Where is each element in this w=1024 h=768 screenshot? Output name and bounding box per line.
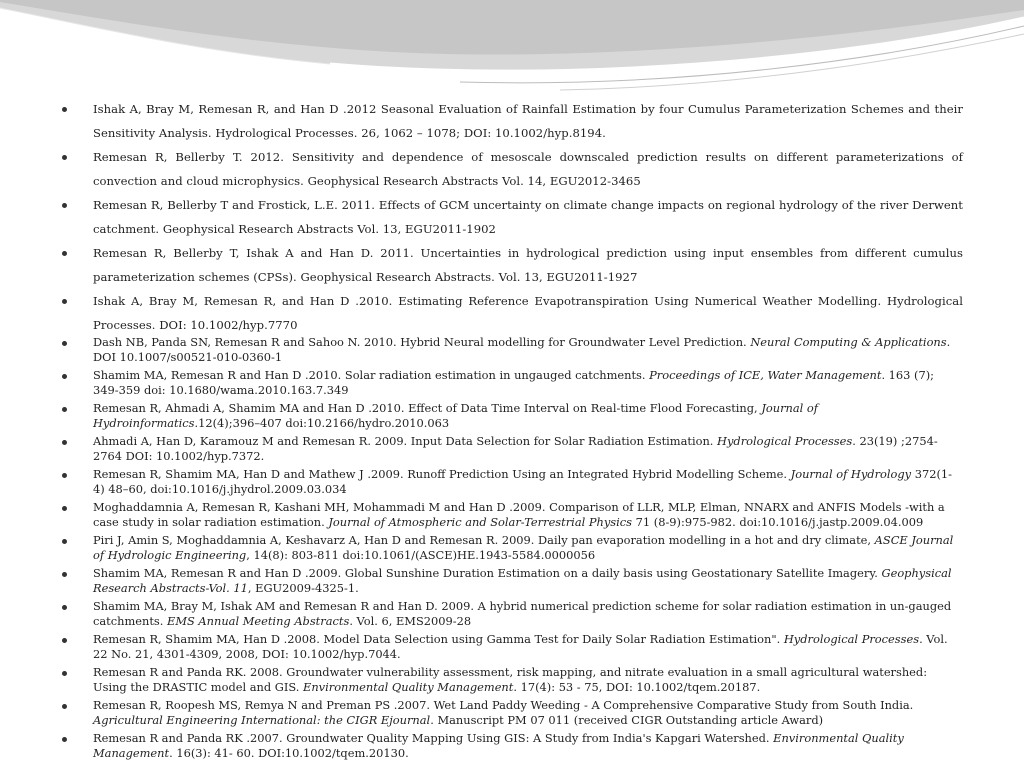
reference-authors-title: Remesan R, Shamim MA, Han D and Mathew J .2009. Runoff Prediction Using an Integrated Hybrid Modelling Scheme.	[93, 467, 791, 481]
reference-authors-title: Remesan R, Roopesh MS, Remya N and Preman PS .2007. Wet Land Paddy Weeding - A Comprehensive Comparative Study from South India.	[93, 698, 914, 712]
reference-source: Neural Computing & Applications	[750, 335, 947, 349]
reference-authors-title: Shamim MA, Remesan R and Han D .2010. Solar radiation estimation in ungauged catchments.	[93, 368, 650, 382]
reference-item	[62, 566, 963, 596]
reference-source: Environmental Quality Management	[303, 680, 514, 694]
reference-item	[62, 599, 963, 629]
reference-source: Environmental Quality Management	[93, 731, 904, 760]
reference-item	[62, 665, 963, 695]
reference-text: Ishak A, Bray M, Remesan R, and Han D .2012 Seasonal Evaluation of Rainfall Estimation by four Cumulus Parameterization Schemes and their Sensitivity Analysis. Hydrological Processes. 26, 1062 – 1078; DOI: 10.1002/hyp.8194.	[93, 102, 963, 140]
reference-details: , 14(8): 803-811 doi:10.1061/(ASCE)HE.1943-5584.0000056	[246, 548, 596, 562]
reference-source: Hydrological Processes	[783, 632, 920, 646]
reference-item	[62, 500, 963, 530]
reference-source: Geophysical Research Abstracts-Vol. 11	[93, 566, 952, 595]
reference-item	[62, 632, 963, 662]
reference-item	[62, 698, 963, 728]
reference-item	[62, 145, 963, 193]
reference-text: Remesan R, Bellerby T and Frostick, L.E. 2011. Effects of GCM uncertainty on climate change impacts on regional hydrology of the river Derwent catchment. Geophysical Research Abstracts Vol. 13, EGU2011-1902	[93, 198, 963, 236]
reference-item	[62, 335, 963, 365]
reference-item	[62, 401, 963, 431]
reference-item	[62, 97, 963, 145]
reference-details: 71 (8-9):975-982. doi:10.1016/j.jastp.2009.04.009	[632, 515, 924, 529]
reference-item	[62, 467, 963, 497]
reference-details: . 16(3): 41- 60. DOI:10.1002/tqem.20130.	[169, 746, 409, 760]
reference-source: Proceedings of ICE, Water Management	[649, 368, 882, 382]
reference-details: . DOI 10.1007/s00521-010-0360-1	[93, 335, 951, 364]
reference-details: . Manuscript PM 07 011 (received CIGR Outstanding article Award)	[430, 713, 824, 727]
reference-text: Remesan R, Bellerby T, Ishak A and Han D. 2011. Uncertainties in hydrological prediction using input ensembles from different cumulus parameterization schemes (CPSs). Geophysical Research Abstracts. Vol. 13, EGU2011-1927	[93, 246, 963, 284]
reference-source: EMS Annual Meeting Abstracts	[167, 614, 350, 628]
reference-source: Agricultural Engineering International: the CIGR Ejournal	[93, 713, 431, 727]
reference-item	[62, 434, 963, 464]
reference-authors-title: Remesan R and Panda RK .2007. Groundwater Quality Mapping Using GIS: A Study from India's Kapgari Watershed.	[93, 731, 774, 745]
reference-source: Hydrological Processes	[717, 434, 853, 448]
reference-details: . Vol. 6, EMS2009-28	[349, 614, 472, 628]
reference-details: , EGU2009-4325-1.	[247, 581, 359, 595]
reference-authors-title: Moghaddamnia A, Remesan R, Kashani MH, Mohammadi M and Han D .2009. Comparison of LLR, MLP, Elman, NNARX and ANFIS Models -with a case study in solar radiation estimation.	[93, 500, 945, 529]
reference-authors-title: Remesan R and Panda RK. 2008. Groundwater vulnerability assessment, risk mapping, and nitrate evaluation in a small agricultural watershed: Using the DRASTIC model and GIS.	[93, 665, 928, 694]
reference-list-secondary	[62, 335, 963, 764]
reference-item	[62, 193, 963, 241]
reference-source: Journal of Hydrology	[790, 467, 912, 481]
reference-source: ASCE Journal of Hydrologic Engineering	[93, 533, 954, 562]
reference-details: . Vol. 22 No. 21, 4301-4309, 2008, DOI: 10.1002/hyp.7044.	[93, 632, 948, 661]
reference-authors-title: Piri J, Amin S, Moghaddamnia A, Keshavarz A, Han D and Remesan R. 2009. Daily pan evaporation modelling in a hot and dry climate,	[93, 533, 875, 547]
reference-authors-title: Remesan R, Ahmadi A, Shamim MA and Han D .2010. Effect of Data Time Interval on Real-time Flood Forecasting,	[93, 401, 762, 415]
reference-list-primary	[62, 97, 963, 337]
reference-details: .12(4);396–407 doi:10.2166/hydro.2010.063	[194, 416, 450, 430]
reference-details: 372(1-4) 48–60, doi:10.1016/j.jhydrol.2009.03.034	[93, 467, 953, 496]
reference-source: Journal of Hydroinformatics	[93, 401, 818, 430]
header-swoosh-decoration	[0, 0, 1024, 110]
reference-authors-title: Remesan R, Shamim MA, Han D .2008. Model Data Selection using Gamma Test for Daily Solar Radiation Estimation".	[93, 632, 784, 646]
reference-item	[62, 289, 963, 337]
reference-authors-title: Shamim MA, Remesan R and Han D .2009. Global Sunshine Duration Estimation on a daily basis using Geostationary Satellite Imagery.	[93, 566, 882, 580]
reference-authors-title: Ahmadi A, Han D, Karamouz M and Remesan R. 2009. Input Data Selection for Solar Radiation Estimation.	[93, 434, 718, 448]
reference-item	[62, 241, 963, 289]
reference-details: . 23(19) ;2754-2764 DOI: 10.1002/hyp.7372.	[93, 434, 938, 463]
reference-text: Remesan R, Bellerby T. 2012. Sensitivity and dependence of mesoscale downscaled prediction results on different parameterizations of convection and cloud microphysics. Geophysical Research Abstracts Vol. 14, EGU2012-3465	[93, 150, 963, 188]
reference-details: . 17(4): 53 - 75, DOI: 10.1002/tqem.20187.	[513, 680, 761, 694]
reference-text: Ishak A, Bray M, Remesan R, and Han D .2010. Estimating Reference Evapotranspiration Using Numerical Weather Modelling. Hydrological Processes. DOI: 10.1002/hyp.7770	[93, 294, 963, 332]
reference-details: . 163 (7); 349-359 doi: 10.1680/wama.2010.163.7.349	[93, 368, 935, 397]
reference-authors-title: Shamim MA, Bray M, Ishak AM and Remesan R and Han D. 2009. A hybrid numerical prediction scheme for solar radiation estimation in un-gauged catchments.	[93, 599, 952, 628]
reference-item	[62, 368, 963, 398]
reference-item	[62, 533, 963, 563]
reference-item	[62, 731, 963, 761]
reference-authors-title: Dash NB, Panda SN, Remesan R and Sahoo N. 2010. Hybrid Neural modelling for Groundwater Level Prediction.	[93, 335, 751, 349]
reference-source: Journal of Atmospheric and Solar-Terrestrial Physics	[328, 515, 633, 529]
